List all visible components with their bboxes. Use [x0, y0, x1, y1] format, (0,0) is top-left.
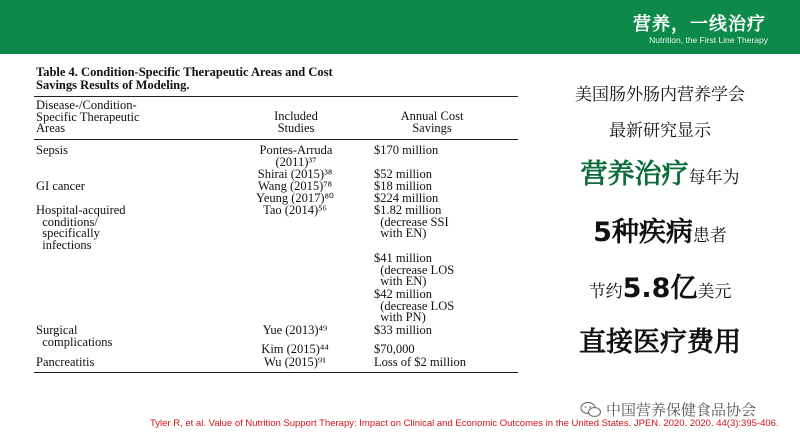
cell-savings: $1.82 million (decrease SSI with EN): [374, 203, 449, 240]
cell-study: Pontes-Arruda (2011)³⁷: [259, 143, 333, 169]
cell-sepsis: Sepsis: [36, 143, 68, 157]
cell-study: Wang (2015)⁷⁸: [257, 179, 332, 193]
cell-gi-cancer: GI cancer: [36, 179, 85, 193]
cell-study: Tao (2014)⁵⁶: [263, 203, 327, 217]
cell-study: Wu (2015)⁹¹: [263, 355, 327, 369]
table-body: [34, 140, 518, 368]
panel-line-therapy: [532, 152, 788, 191]
highlight-therapy: 营养治疗: [580, 159, 689, 190]
table-header-row: [34, 97, 518, 139]
table-caption-line1: Condition-Specific Therapeutic Areas and Cost: [81, 65, 333, 79]
cell-savings: $42 million (decrease LOS with PN): [374, 287, 455, 324]
panel-text: 患者: [692, 226, 727, 246]
cell-savings: $33 million: [374, 323, 432, 337]
highlight-amount: 5.8亿: [622, 273, 698, 304]
cell-savings: $70,000: [374, 342, 415, 356]
cost-savings-table: [34, 66, 518, 373]
panel-line-diseases: [532, 210, 788, 249]
brand-subtitle: Nutrition, the First Line Therapy: [649, 35, 768, 45]
cell-savings: $170 million: [374, 143, 439, 157]
panel-line-costs: [532, 320, 788, 359]
cell-savings: $52 million: [374, 167, 432, 181]
watermark: [580, 399, 756, 420]
panel-text: 每年为: [688, 168, 740, 188]
cell-study: Kim (2015)⁴⁴: [261, 342, 329, 356]
header-savings: Annual Cost Savings: [400, 109, 464, 135]
table-bottom-rule: [34, 372, 518, 373]
cell-study: Shirai (2015)³⁸: [257, 167, 333, 181]
highlight-costs: 直接医疗费用: [579, 327, 741, 358]
panel-line-study: 最新研究显示: [609, 121, 711, 141]
wechat-icon: [580, 401, 602, 419]
cell-hospital-acquired: Hospital-acquired conditions/ specifically infections: [36, 203, 126, 252]
brand-title: 营养，一线治疗: [633, 14, 766, 35]
table-number: Table 4.: [36, 65, 78, 79]
cell-pancreatitis: Pancreatitis: [36, 355, 95, 369]
highlight-diseases: 5种疾病: [593, 217, 693, 248]
panel-line-society: 美国肠外肠内营养学会: [575, 85, 745, 105]
panel-line-savings: [532, 266, 788, 305]
header-bar: [0, 0, 800, 54]
cell-surgical: Surgical complications: [36, 323, 113, 349]
cell-study: Yue (2013)⁴⁹: [262, 323, 328, 337]
cell-savings: Loss of $2 million: [374, 355, 467, 369]
header-areas: Disease-/Condition- Specific Therapeutic Areas: [36, 98, 140, 135]
watermark-text: 中国营养保健食品协会: [606, 401, 757, 419]
cell-study: Yeung (2017)⁸⁰: [256, 191, 334, 205]
table-caption-line2: Savings Results of Modeling.: [36, 78, 190, 92]
cell-savings: $224 million: [374, 191, 439, 205]
panel-text: 节约: [588, 282, 623, 302]
table-caption: [34, 66, 518, 92]
header-studies: Included Studies: [274, 109, 318, 135]
cell-savings: $41 million (decrease LOS with EN): [374, 251, 455, 288]
citation: Tyler R, et al. Value of Nutrition Support Therapy: Impact on Clinical and Economic Outcomes in the United States. JPEN. 2020. 2020. 44(3):395-406.: [150, 418, 779, 429]
cell-savings: $18 million: [374, 179, 432, 193]
panel-text: 美元: [697, 282, 732, 302]
